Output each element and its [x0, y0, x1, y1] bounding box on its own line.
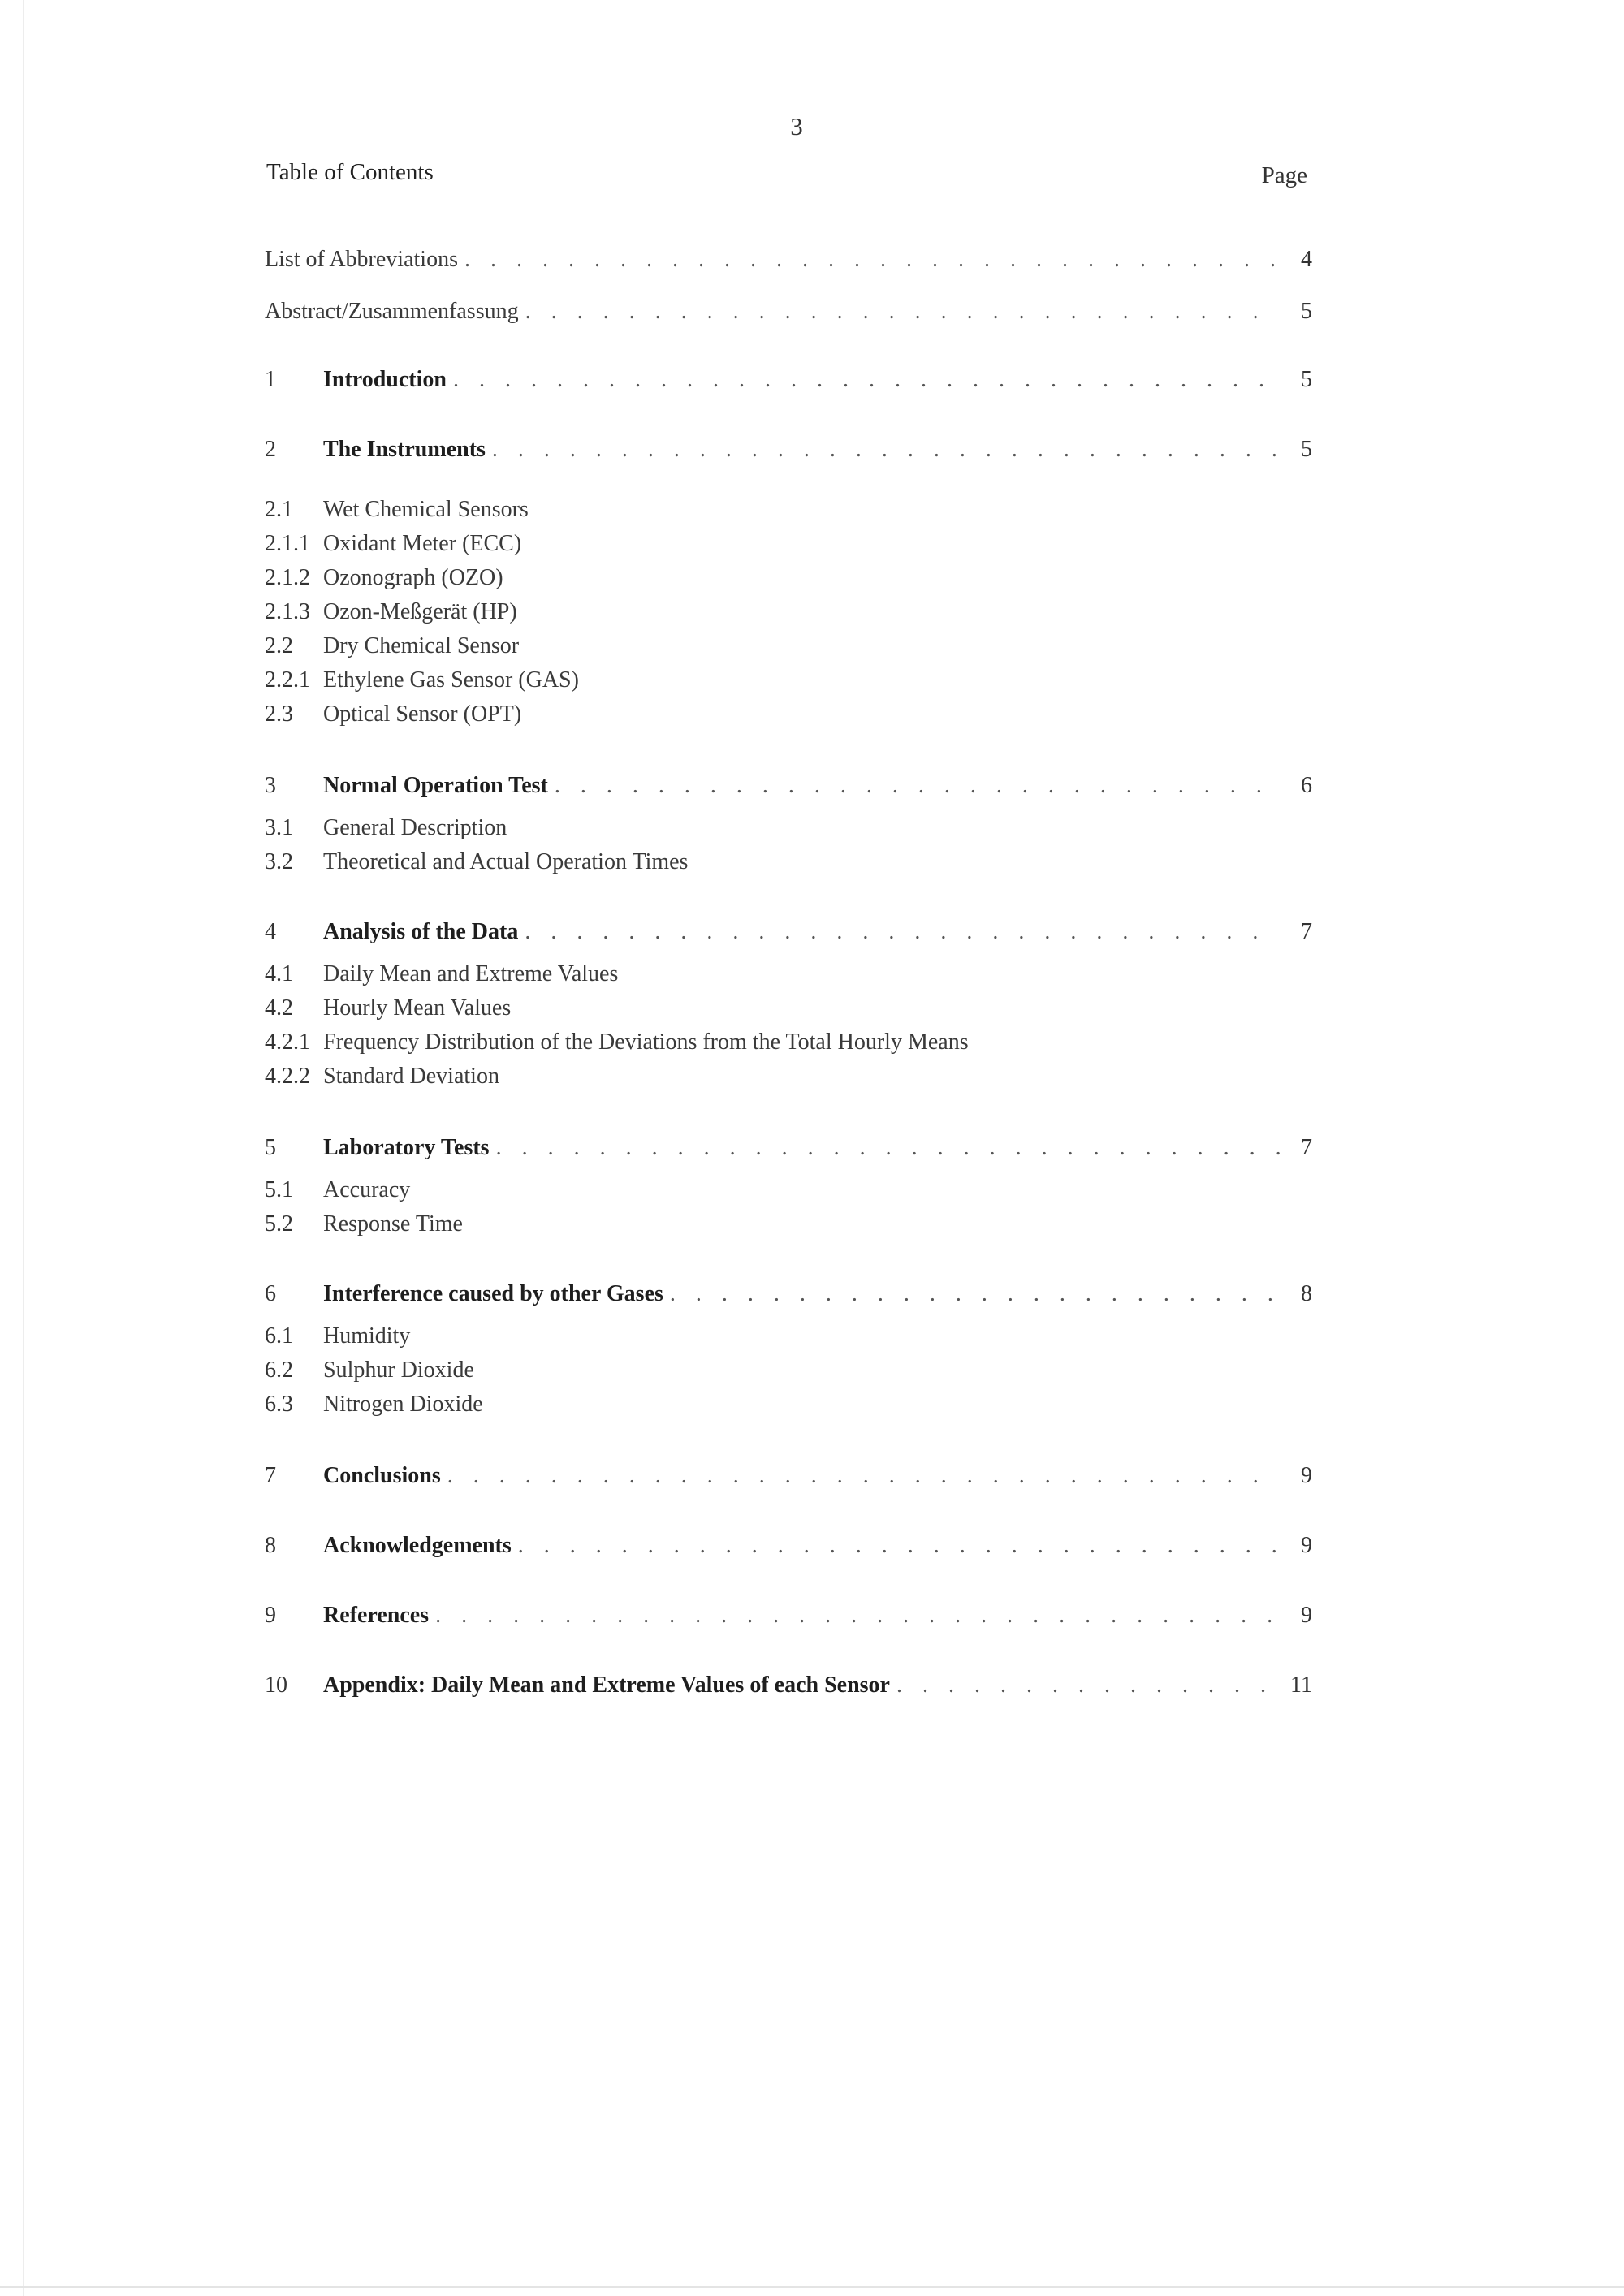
toc-section — [265, 1531, 1312, 1560]
dot-leader — [458, 245, 1280, 274]
page-number: 3 — [790, 112, 803, 140]
subsection-title: Wet Chemical Sensors — [323, 497, 529, 522]
subsection-number: 5.1 — [265, 1177, 293, 1202]
section-title: Conclusions — [323, 1463, 441, 1488]
toc-subsection — [265, 666, 1312, 695]
section-number: 10 — [265, 1672, 287, 1698]
dot-leader — [429, 1601, 1280, 1630]
section-number: 1 — [265, 367, 276, 392]
toc-entry — [265, 297, 1312, 326]
subsection-title: General Description — [323, 815, 508, 840]
section-page: 9 — [1301, 1533, 1312, 1558]
subsection-number: 3.1 — [265, 815, 293, 840]
dot-leader — [890, 1671, 1280, 1700]
dot-leader — [519, 297, 1280, 326]
subsection-number: 2.3 — [265, 701, 293, 727]
section-page: 11 — [1290, 1672, 1312, 1698]
subsection-title: Humidity — [323, 1323, 411, 1349]
scan-edge-left — [23, 0, 24, 2296]
subsection-title: Standard Deviation — [323, 1064, 499, 1089]
toc-section — [265, 1461, 1312, 1491]
toc-subsection — [265, 1356, 1312, 1385]
section-number: 4 — [265, 919, 276, 944]
section-page: 5 — [1301, 437, 1312, 462]
toc-subsection — [265, 1062, 1312, 1091]
section-page: 9 — [1301, 1603, 1312, 1628]
subsection-number: 4.1 — [265, 961, 293, 986]
toc-subsection — [265, 994, 1312, 1023]
section-number: 7 — [265, 1463, 276, 1488]
page-column-label: Page — [1261, 162, 1307, 188]
subsection-title: Hourly Mean Values — [323, 995, 512, 1021]
section-number: 5 — [265, 1135, 276, 1160]
subsection-number: 2.1.3 — [265, 599, 310, 624]
subsection-number: 2.1.1 — [265, 531, 310, 556]
toc-section — [265, 1280, 1312, 1309]
toc-subsection — [265, 960, 1312, 989]
toc-subsection — [265, 700, 1312, 729]
dot-leader — [512, 1531, 1280, 1560]
toc-subsection — [265, 632, 1312, 661]
section-title: References — [323, 1603, 430, 1628]
section-title: Interference caused by other Gases — [323, 1281, 663, 1306]
subsection-title: Nitrogen Dioxide — [323, 1392, 483, 1417]
subsection-title: Dry Chemical Sensor — [323, 633, 520, 658]
toc-section — [265, 917, 1312, 947]
subsection-number: 4.2.1 — [265, 1029, 310, 1055]
subsection-number: 5.2 — [265, 1211, 293, 1236]
toc-section — [265, 365, 1312, 395]
subsection-title: Response Time — [323, 1211, 463, 1236]
subsection-title: Ethylene Gas Sensor (GAS) — [323, 667, 579, 693]
dot-leader — [548, 771, 1280, 801]
toc-subsection — [265, 529, 1312, 559]
toc-heading: Table of Contents — [266, 159, 434, 185]
toc-subsection — [265, 1390, 1312, 1419]
section-page: 9 — [1301, 1463, 1312, 1488]
subsection-number: 4.2 — [265, 995, 293, 1021]
section-page: 7 — [1301, 1135, 1312, 1160]
toc-entry-page: 4 — [1301, 247, 1312, 272]
subsection-number: 6.2 — [265, 1357, 293, 1383]
section-title: Acknowledgements — [323, 1533, 512, 1558]
toc-entry-page: 5 — [1301, 299, 1312, 324]
section-number: 8 — [265, 1533, 276, 1558]
toc-section — [265, 1133, 1312, 1163]
section-title: Normal Operation Test — [323, 773, 548, 798]
section-number: 3 — [265, 773, 276, 798]
subsection-number: 3.2 — [265, 849, 293, 874]
subsection-title: Ozonograph (OZO) — [323, 565, 503, 590]
subsection-number: 6.1 — [265, 1323, 293, 1349]
toc-section — [265, 435, 1312, 464]
subsection-number: 4.2.2 — [265, 1064, 310, 1089]
toc-subsection — [265, 1028, 1312, 1057]
subsection-title: Theoretical and Actual Operation Times — [323, 849, 689, 874]
subsection-number: 2.1.2 — [265, 565, 310, 590]
toc-subsection — [265, 1322, 1312, 1351]
subsection-title: Oxidant Meter (ECC) — [323, 531, 522, 556]
toc-subsection — [265, 563, 1312, 593]
dot-leader — [663, 1280, 1280, 1309]
dot-leader — [518, 917, 1280, 947]
toc-entry-title: Abstract/Zusammenfassung — [265, 299, 519, 324]
subsection-title: Accuracy — [323, 1177, 411, 1202]
toc-subsection — [265, 848, 1312, 877]
section-page: 6 — [1301, 773, 1312, 798]
section-number: 6 — [265, 1281, 276, 1306]
dot-leader — [490, 1133, 1280, 1163]
subsection-title: Optical Sensor (OPT) — [323, 701, 522, 727]
scan-edge-bottom — [0, 2286, 1624, 2288]
toc-section — [265, 1601, 1312, 1630]
toc-entry-title: List of Abbreviations — [265, 247, 458, 272]
toc-subsection — [265, 495, 1312, 524]
section-title: Analysis of the Data — [323, 919, 519, 944]
subsection-number: 2.2.1 — [265, 667, 310, 693]
toc-section — [265, 1671, 1312, 1700]
subsection-title: Frequency Distribution of the Deviations from the Total Hourly Means — [323, 1029, 969, 1055]
toc-subsection — [265, 1210, 1312, 1239]
section-page: 7 — [1301, 919, 1312, 944]
section-page: 5 — [1301, 367, 1312, 392]
toc-section — [265, 771, 1312, 801]
subsection-number: 2.1 — [265, 497, 293, 522]
section-title: The Instruments — [323, 437, 486, 462]
section-number: 2 — [265, 437, 276, 462]
section-title: Laboratory Tests — [323, 1135, 490, 1160]
toc-subsection — [265, 1176, 1312, 1205]
subsection-title: Ozon-Meßgerät (HP) — [323, 599, 517, 624]
section-title: Appendix: Daily Mean and Extreme Values of each Sensor — [323, 1672, 890, 1698]
section-number: 9 — [265, 1603, 276, 1628]
subsection-title: Daily Mean and Extreme Values — [323, 961, 619, 986]
dot-leader — [486, 435, 1280, 464]
dot-leader — [447, 365, 1280, 395]
subsection-title: Sulphur Dioxide — [323, 1357, 474, 1383]
toc-subsection — [265, 598, 1312, 627]
section-page: 8 — [1301, 1281, 1312, 1306]
subsection-number: 6.3 — [265, 1392, 293, 1417]
dot-leader — [441, 1461, 1280, 1491]
toc-subsection — [265, 814, 1312, 843]
section-title: Introduction — [323, 367, 447, 392]
toc-entry — [265, 245, 1312, 274]
subsection-number: 2.2 — [265, 633, 293, 658]
